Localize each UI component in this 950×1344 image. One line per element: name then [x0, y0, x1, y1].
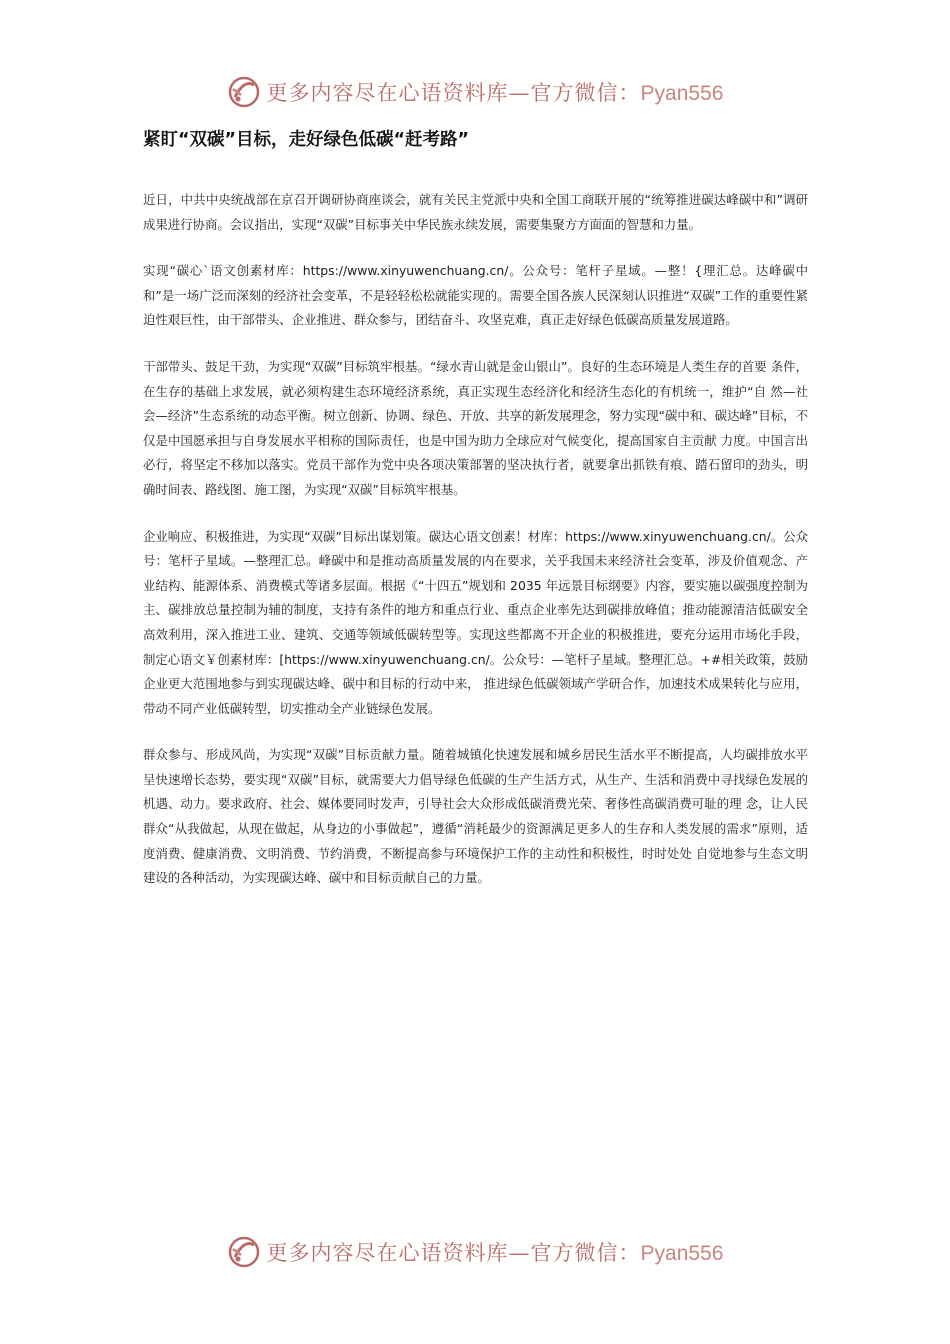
- brand-logo-icon: [227, 75, 261, 109]
- document-body: [143, 126, 808, 913]
- paragraph-5: 群众参与、形成风尚，为实现“双碳”目标贡献力量。随着城镇化快速发展和城乡居民生活水平不断提高，人均碳排放水平呈快速增长态势，要实现“双碳”目标，就需要大力倡导绿色低碳的生产生活方式，从生产、生活和消费中寻找绿色发展的机遇、动力。要求政府、社会、媒体要同时发声，引导社会大众形成低碳消费光荣、奢侈性高碳消费可耻的理 念，让人民群众“从我做起，从现在做起，从身边的小事做起”，遵循“消耗最少的资源满足更多人的生存和人类发展的需求”原则，适度消费、健康消费、文明消费、节约消费，不断提高参与环境保护工作的主动性和积极性，时时处处 自觉地参与生态文明建设的各种活动，为实现碳达峰、碳中和目标贡献自己的力量。: [143, 747, 808, 886]
- watermark-label: 更多内容尽在心语资料库—官方微信：: [266, 1241, 641, 1265]
- wechat-account: Pyan556: [640, 82, 724, 105]
- watermark-text: [267, 77, 724, 107]
- paragraph-2: 实现“碳心`语文创素材库：https://www.xinyuwenchuang.cn/。公众号：笔杆子星域。—整！{理汇总。达峰碳中和”是一场广泛而深刻的经济社会变革，不是轻轻松松就能实现的。需要全国各族人民深刻认识推进“双碳”工作的重要性紧迫性艰巨性，由干部带头、企业推进、群众参与，团结奋斗、攻坚克难，真正走好绿色低碳高质量发展道路。: [143, 263, 808, 328]
- document-title: 紧盯“双碳”目标，走好绿色低碳“赶考路”: [143, 130, 470, 150]
- paragraph-3: 干部带头、鼓足干劲，为实现“双碳”目标筑牢根基。“绿水青山就是金山银山”。良好的生态环境是人类生存的首要 条件，在生存的基础上求发展，就必须构建生态环境经济系统，真正实现生态经济化和经济生态化的有机统一，维护“自 然—社会—经济”生态系统的动态平衡。树立创新、协调、绿色、开放、共享的新发展理念，努力实现“碳中和、碳达峰”目标，不仅是中国愿承担与自身发展水平相称的国际责任，也是中国为助力全球应对气候变化，提高国家自主贡献 力度。中国言出必行，将坚定不移加以落实。党员干部作为党中央各项决策部署的坚决执行者，就要拿出抓铁有痕、踏石留印的劲头，明确时间表、路线图、施工图，为实现“双碳”目标筑牢根基。: [143, 358, 808, 497]
- wechat-account: Pyan556: [640, 1242, 724, 1265]
- watermark-text: [267, 1237, 724, 1267]
- watermark-label: 更多内容尽在心语资料库—官方微信：: [266, 81, 641, 105]
- paragraph-4: 企业响应、积极推进，为实现“双碳”目标出谋划策。碳达心语文创素！材库：https://www.xinyuwenchuang.cn/。公众号：笔杆子星域。—整理汇总。峰碳中和是推动高质量发展的内在要求，关乎我国未来经济社会变革，涉及价值观念、产业结构、能源体系、消费模式等诸多层面。根据《“十四五”规划和 2035 年远景目标纲要》内容，要实施以碳强度控制为主、碳排放总量控制为辅的制度，支持有条件的地方和重点行业、重点企业率先达到碳排放峰值；推动能源清洁低碳安全高效利用，深入推进工业、建筑、交通等领域低碳转型等。实现这些都离不开企业的积极推进，要充分运用市场化手段，制定心语文￥创素材库：[https://www.xinyuwenchuang.cn/。公众号：—笔杆子星域。整理汇总。+#相关政策，鼓励企业更大范围地参与到实现碳达峰、碳中和目标的行动中来， 推进绿色低碳领域产学研合作，加速技术成果转化与应用，带动不同产业低碳转型，切实推动全产业链绿色发展。: [143, 528, 808, 716]
- footer-watermark-banner: [0, 1230, 950, 1274]
- paragraph-1: 近日，中共中央统战部在京召开调研协商座谈会，就有关民主党派中央和全国工商联开展的“统筹推进碳达峰碳中和”调研成果进行协商。会议指出，实现“双碳”目标事关中华民族永续发展，需要集聚方方面面的智慧和力量。: [143, 192, 808, 232]
- header-watermark-banner: [0, 70, 950, 114]
- brand-logo-icon: [227, 1235, 261, 1269]
